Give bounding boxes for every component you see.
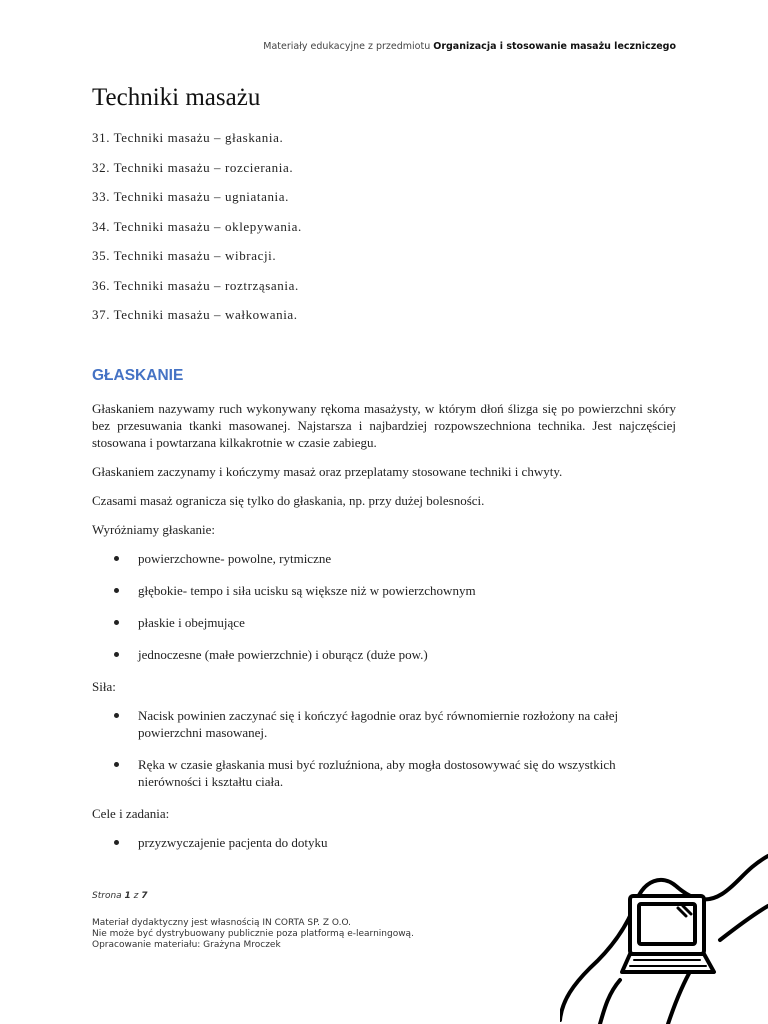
bullet-icon — [114, 840, 119, 845]
goals-label: Cele i zadania: — [92, 806, 170, 821]
force-list — [92, 707, 676, 790]
list-item: Nacisk powinien zaczynać się i kończyć łagodnie oraz być równomiernie rozłożony na całej powierzchni masowanej. — [138, 707, 676, 741]
list-item: powierzchowne- powolne, rytmiczne — [138, 550, 676, 567]
section-content — [92, 400, 676, 866]
header-prefix: Materiały edukacyjne z przedmiotu — [263, 41, 434, 52]
topic-item: 33. Techniki masażu – ugniatania. — [92, 189, 289, 204]
laptop-icon — [560, 850, 768, 1024]
list-item: jednoczesne (małe powierzchnie) i oburącz (duże pow.) — [138, 646, 676, 663]
bullet-icon — [114, 588, 119, 593]
author-note: Opracowanie materiału: Grażyna Mroczek — [92, 940, 281, 950]
document-header — [263, 41, 676, 52]
topic-item: 34. Techniki masażu – oklepywania. — [92, 218, 302, 234]
limitation-paragraph: Czasami masaż ogranicza się tylko do głaskania, np. przy dużej bolesności. — [92, 493, 485, 508]
bullet-icon — [114, 652, 119, 657]
topic-item: 32. Techniki masażu – rozcierania. — [92, 159, 294, 175]
list-item: Ręka w czasie głaskania musi być rozluźniona, aby mogła dostosowywać się do wszystkich nierówności i kształtu ciała. — [138, 756, 676, 790]
types-list — [92, 550, 676, 663]
topic-item: 35. Techniki masażu – wibracji. — [92, 248, 277, 263]
list-item: głębokie- tempo i siła ucisku są większe niż w powierzchownym — [138, 582, 676, 599]
bullet-icon — [114, 620, 119, 625]
goals-list — [92, 834, 676, 851]
page-number: Strona 1 z 7 — [92, 891, 148, 901]
distribution-note: Nie może być dystrybuowany publicznie poza platformą e-learningową. — [92, 929, 414, 939]
ownership-note: Materiał dydaktyczny jest własnością IN CORTA SP. Z O.O. — [92, 918, 352, 928]
section-heading: GŁASKANIE — [92, 367, 184, 384]
force-label: Siła: — [92, 679, 116, 694]
topic-item: 31. Techniki masażu – głaskania. — [92, 130, 284, 145]
document-footer — [92, 891, 414, 951]
bullet-icon — [114, 762, 119, 767]
types-intro: Wyróżniamy głaskanie: — [92, 522, 216, 537]
topics-list — [92, 128, 302, 335]
page-title: Techniki masażu — [92, 84, 261, 111]
usage-paragraph: Głaskaniem zaczynamy i kończymy masaż oraz przeplatamy stosowane techniki i chwyty. — [92, 464, 563, 479]
list-item: płaskie i obejmujące — [138, 614, 676, 631]
topic-item: 37. Techniki masażu – wałkowania. — [92, 307, 298, 322]
header-subject: Organizacja i stosowanie masażu leczniczego — [433, 41, 676, 52]
bullet-icon — [114, 713, 119, 718]
list-item: przyzwyczajenie pacjenta do dotyku — [138, 834, 676, 851]
bullet-icon — [114, 556, 119, 561]
topic-item: 36. Techniki masażu – roztrząsania. — [92, 277, 299, 293]
definition-paragraph: Głaskaniem nazywamy ruch wykonywany rękoma masażysty, w którym dłoń ślizga się po powierzchni skóry bez przesuwania tkanki masowanej. Najstarsza i najbardziej rozpowszechniona technika. Jest najczęściej stosowana i powtarzana kilkakrotnie w czasie zabiegu. — [92, 401, 676, 450]
